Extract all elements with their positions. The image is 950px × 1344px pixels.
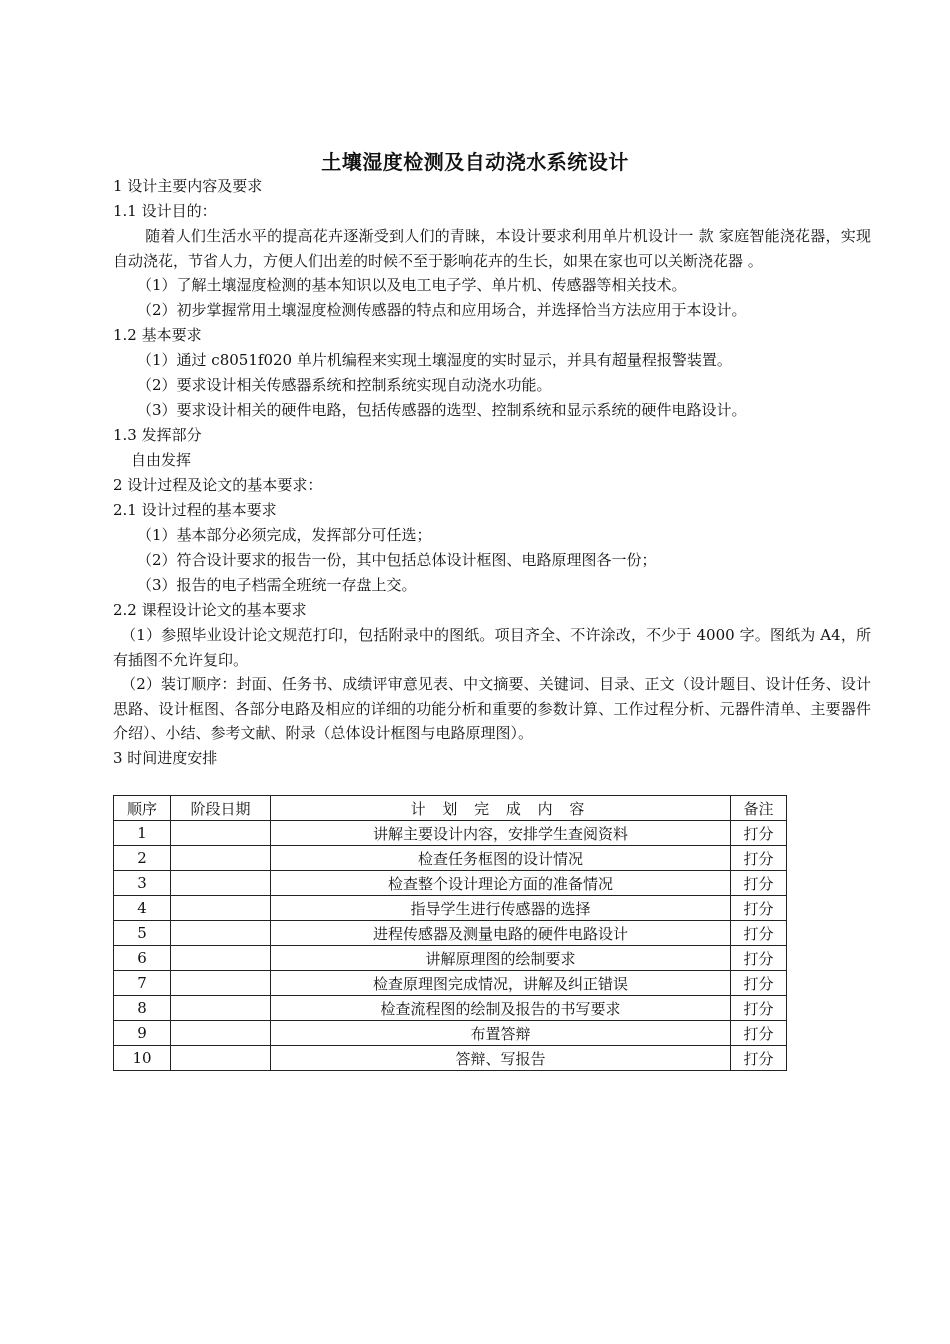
- design-item-2: （2）符合设计要求的报告一份，其中包括总体设计框图、电路原理图各一份；: [137, 551, 657, 569]
- row-content: 检查任务框图的设计情况: [271, 846, 731, 871]
- row-note: 打分: [731, 821, 787, 846]
- purpose-text: 随着人们生活水平的提高花卉逐渐受到人们的青睐，本设计要求利用单片机设计一 款 家庭智能浇花器，实现自动浇花，节省人力，方便人们出差的时候不至于影响花卉的生长，如果在家也可以关断浇花器 。: [113, 227, 871, 270]
- row-order: 8: [114, 996, 171, 1021]
- row-content: 检查流程图的绘制及报告的书写要求: [271, 996, 731, 1021]
- table-row: [114, 921, 787, 946]
- row-date: [171, 946, 271, 971]
- row-note: 打分: [731, 896, 787, 921]
- row-date: [171, 921, 271, 946]
- row-content: 检查整个设计理论方面的准备情况: [271, 871, 731, 896]
- table-row: [114, 821, 787, 846]
- section-heading-3: 3 时间进度安排: [113, 748, 218, 767]
- thesis-item-2-text: （2）装订顺序：封面、任务书、成绩评审意见表、中文摘要、关键词、目录、正文（设计题目、设计任务、设计思路、设计框图、各部分电路及相应的详细的功能分析和重要的参数计算、工作过程分析、元器件清单、主要器件介绍）、小结、参考文献、附录（总体设计框图与电路原理图）。: [113, 675, 871, 742]
- row-date: [171, 1046, 271, 1071]
- row-date: [171, 996, 271, 1021]
- thesis-item-1: [113, 623, 871, 672]
- table-row: [114, 946, 787, 971]
- table-row: [114, 871, 787, 896]
- purpose-item-2: （2）初步掌握常用土壤湿度检测传感器的特点和应用场合，并选择恰当方法应用于本设计。: [137, 301, 747, 319]
- table-row: [114, 1021, 787, 1046]
- requirement-item-3: （3）要求设计相关的硬件电路，包括传感器的选型、控制系统和显示系统的硬件电路设计。: [137, 401, 747, 419]
- row-date: [171, 1021, 271, 1046]
- row-content: 进程传感器及测量电路的硬件电路设计: [271, 921, 731, 946]
- row-note: 打分: [731, 1021, 787, 1046]
- page-title: 土壤湿度检测及自动浇水系统设计: [321, 150, 629, 174]
- row-content: 布置答辩: [271, 1021, 731, 1046]
- row-order: 10: [114, 1046, 171, 1071]
- header-order: 顺序: [114, 796, 171, 821]
- subsection-heading-2-1: 2.1 设计过程的基本要求: [113, 501, 277, 519]
- row-note: 打分: [731, 971, 787, 996]
- row-note: 打分: [731, 946, 787, 971]
- subsection-heading-1-1: 1.1 设计目的：: [113, 202, 217, 220]
- row-date: [171, 896, 271, 921]
- table-row: [114, 971, 787, 996]
- requirement-item-1: （1）通过 c8051f020 单片机编程来实现土壤湿度的实时显示，并具有超量程报警装置。: [137, 351, 732, 369]
- purpose-paragraph: [113, 224, 871, 273]
- table-row: [114, 996, 787, 1021]
- subsection-heading-1-2: 1.2 基本要求: [113, 326, 202, 344]
- row-content: 答辩、写报告: [271, 1046, 731, 1071]
- row-order: 5: [114, 921, 171, 946]
- purpose-item-1: （1）了解土壤湿度检测的基本知识以及电工电子学、单片机、传感器等相关技术。: [137, 276, 687, 294]
- section-heading-2: 2 设计过程及论文的基本要求：: [113, 476, 323, 494]
- row-date: [171, 871, 271, 896]
- free-play-text: 自由发挥: [131, 451, 192, 469]
- row-order: 4: [114, 896, 171, 921]
- section-heading-1: 1 设计主要内容及要求: [113, 177, 263, 195]
- design-item-1: （1）基本部分必须完成，发挥部分可任选；: [137, 526, 432, 544]
- row-date: [171, 821, 271, 846]
- row-note: 打分: [731, 871, 787, 896]
- row-content: 讲解主要设计内容，安排学生查阅资料: [271, 821, 731, 846]
- thesis-item-2: [113, 672, 871, 746]
- row-note: 打分: [731, 846, 787, 871]
- row-order: 2: [114, 846, 171, 871]
- schedule-table: [113, 795, 787, 1071]
- subsection-heading-2-2: 2.2 课程设计论文的基本要求: [113, 601, 307, 619]
- row-note: 打分: [731, 996, 787, 1021]
- row-order: 9: [114, 1021, 171, 1046]
- row-content: 指导学生进行传感器的选择: [271, 896, 731, 921]
- table-row: [114, 1046, 787, 1071]
- row-content: 检查原理图完成情况，讲解及纠正错误: [271, 971, 731, 996]
- row-order: 3: [114, 871, 171, 896]
- row-note: 打分: [731, 1046, 787, 1071]
- row-order: 6: [114, 946, 171, 971]
- row-date: [171, 846, 271, 871]
- row-note: 打分: [731, 921, 787, 946]
- document-body: [113, 174, 871, 771]
- header-content: 计 划 完 成 内 容: [271, 796, 731, 821]
- design-item-3: （3）报告的电子档需全班统一存盘上交。: [137, 576, 417, 594]
- table-row: [114, 896, 787, 921]
- subsection-heading-1-3: 1.3 发挥部分: [113, 426, 202, 444]
- row-order: 1: [114, 821, 171, 846]
- row-content: 讲解原理图的绘制要求: [271, 946, 731, 971]
- row-date: [171, 971, 271, 996]
- table-row: [114, 846, 787, 871]
- requirement-item-2: （2）要求设计相关传感器系统和控制系统实现自动浇水功能。: [137, 376, 552, 394]
- header-date: 阶段日期: [171, 796, 271, 821]
- thesis-item-1-text: （1）参照毕业设计论文规范打印，包括附录中的图纸。项目齐全、不许涂改，不少于 4000 字。图纸为 A4，所有插图不允许复印。: [113, 626, 871, 669]
- header-note: 备注: [731, 796, 787, 821]
- table-header-row: [114, 796, 787, 821]
- row-order: 7: [114, 971, 171, 996]
